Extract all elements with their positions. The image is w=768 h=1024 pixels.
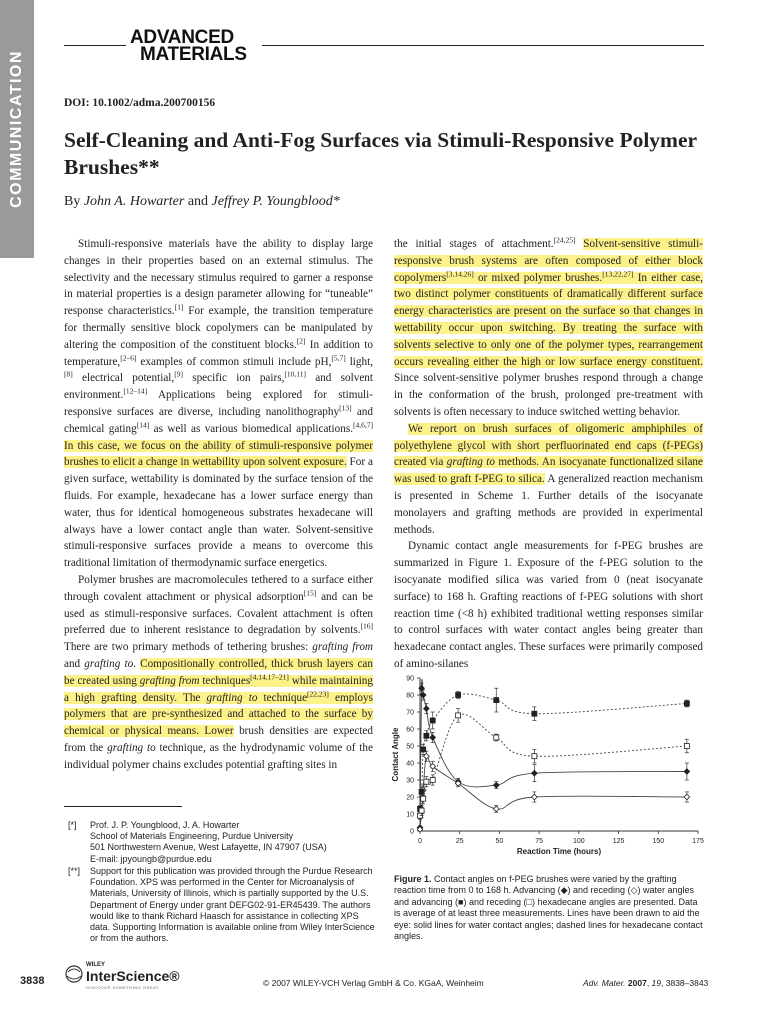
article-title: Self-Cleaning and Anti-Fog Surfaces via Stimuli-Responsive Polymer Brushes** bbox=[64, 128, 697, 179]
y-tick-label: 90 bbox=[406, 675, 414, 683]
contact-angle-chart bbox=[384, 670, 714, 870]
paragraph: Stimuli-responsive materials have the ability to display large changes in their properties based on an external stimulus. The selectivity and the necessary stimulus required to garner a response in material properties is a design parameter allowing for “tuneable” response characteristics.[1] For example, the transition temperature for thermally sensitive block copolymers can be manipulated by altering the composition of the constituent blocks.[2] In addition to temperature,[2–6] examples of common stimuli include pH,[5,7] light,[8] electrical potential,[9] specific ion pairs,[10,11] and solvent environment.[12–14] Applications being explored for stimuli-responsive surfaces are diverse, including nanolithography[13] and chemical gating[14] as well as various biomedical applications.[4,6,7] In this case, we focus on the ability of stimuli-responsive polymer brushes to elicit a change in wettability upon solvent exposure. For a given surface, wettability is dominated by the surface tension of the fluids. For example, hexadecane has a lower surface energy than water, thus for identical homogeneous substrates hexadecane will always have a lower contact angle than water. Solvent-sensitive stimuli-responsive surfaces provide a means to overcome this traditional limitation of thermodynamic surface energetics. bbox=[64, 238, 374, 570]
section-sidebar bbox=[0, 0, 34, 258]
publisher-small: WILEY bbox=[86, 962, 105, 968]
publisher-tagline: DISCOVER SOMETHING GREAT bbox=[86, 985, 159, 990]
paragraph: We report on brush surfaces of oligomeric amphiphiles of polyethylene glycol with short perfluorinated end caps (f-PEGs) created via grafting to methods. An isocyanate functionalized silane was used to graft f-PEG to silica. A generalized reaction mechanism is presented in Scheme 1. Further details of the isocyanate monolayers and grafting methods are provided in experimental methods. bbox=[394, 422, 704, 536]
y-tick-label: 0 bbox=[410, 828, 414, 836]
journal-logo bbox=[130, 29, 247, 63]
data-point bbox=[456, 713, 461, 718]
caption-text: Contact angles on f-PEG brushes were varied by the grafting reaction time from 0 to 168 h. Advancing (◆) and receding (◇) water angles and advancing (■) and receding (□) hexadecane angles are presented. Data is average of at least three measurements. Lines have been drawn to aid the eye: solid lines for water contact angles; dashed lines for hexadecane contact angles. bbox=[394, 874, 703, 942]
y-axis-label: Contact Angle bbox=[391, 727, 400, 782]
byline-by: By bbox=[64, 194, 81, 209]
data-point bbox=[684, 769, 690, 775]
data-point bbox=[532, 711, 537, 716]
y-tick-label: 50 bbox=[406, 743, 414, 751]
x-tick-label: 175 bbox=[692, 838, 704, 845]
publisher-big: InterScience® bbox=[86, 968, 180, 984]
author-2: Jeffrey P. Youngblood* bbox=[211, 194, 340, 209]
data-point bbox=[684, 701, 689, 706]
data-point bbox=[430, 718, 435, 723]
x-tick-label: 75 bbox=[535, 838, 544, 845]
footnote-text: Support for this publication was provided through the Purdue Research Foundation. XPS was performed in the Center for Microanalysis of Materials, University of Illinois, which is partially supported by the U.S. Department of Energy under grant DEFG02-91-ER45439. The authors would like to thank Richard Haasch for assistance in collecting XPS data. Supporting Information is available online from Wiley InterScience or from the authors. bbox=[90, 866, 375, 944]
section-label: COMMUNICATION bbox=[8, 50, 25, 208]
data-point bbox=[456, 693, 461, 698]
x-axis-label: Reaction Time (hours) bbox=[516, 847, 602, 856]
data-point bbox=[430, 778, 435, 783]
data-point bbox=[494, 698, 499, 703]
data-point bbox=[424, 733, 429, 738]
x-tick-label: 50 bbox=[495, 838, 504, 845]
byline-and: and bbox=[187, 194, 209, 209]
y-tick-label: 80 bbox=[406, 692, 414, 700]
wiley-globe-icon bbox=[64, 964, 84, 984]
author-1: John A. Howarter bbox=[83, 194, 185, 209]
footnote-acknowledgement bbox=[64, 866, 380, 944]
journal-reference: Adv. Mater. 2007, 19, 3838–3843 bbox=[583, 978, 709, 988]
doi: DOI: 10.1002/adma.200700156 bbox=[64, 97, 216, 109]
paragraph: Dynamic contact angle measurements for f-PEG brushes are summarized in Figure 1. Exposure of the f-PEG solution to the isocyanate modified silica was varied from 0 (neat isocyanate surface) to 168 h. Grafting reactions of f-PEG solutions with short reaction time (<8 h) exhibited traditional wetting responses similar to control surfaces with water contact angles being greater than hexadecane contact angles. These surfaces were primarily composed of amino-silanes bbox=[394, 540, 703, 670]
x-tick-label: 125 bbox=[612, 838, 625, 845]
data-point bbox=[424, 779, 429, 784]
y-tick-label: 20 bbox=[406, 794, 414, 802]
data-point bbox=[421, 747, 426, 752]
series-line-1 bbox=[420, 679, 687, 827]
x-tick-label: 0 bbox=[418, 838, 422, 845]
x-tick-label: 150 bbox=[652, 838, 665, 845]
page-number: 3838 bbox=[20, 975, 45, 987]
x-tick-label: 100 bbox=[573, 838, 585, 845]
y-tick-label: 10 bbox=[406, 811, 414, 819]
data-point bbox=[532, 794, 538, 800]
body-column-left bbox=[64, 236, 373, 774]
footnote-rule bbox=[64, 806, 182, 807]
journal-ref-year: 2007 bbox=[627, 978, 647, 988]
paragraph: Polymer brushes are macromolecules tethered to a surface either through covalent attachment or physical adsorption[15] and can be used as stimuli-responsive surfaces. Covalent attachment is often preferred due to inherent resistance to degradation by solvents.[16] There are two primary methods of tethering brushes: grafting from and grafting to. Compositionally controlled, thick brush layers can be created using grafting from techniques[4,14,17–21] while maintaining a high grafting density. The grafting to technique[22,23] employs polymers that are pre-synthesized and attached to the surface by chemical or physical means. Lower brush densities are expected from the grafting to technique, as the hydrodynamic volume of the individual polymer chains excludes potential grafting sites in bbox=[64, 573, 373, 771]
data-point bbox=[493, 782, 499, 788]
byline bbox=[64, 194, 340, 210]
data-point bbox=[532, 770, 538, 776]
body-column-right bbox=[394, 236, 703, 673]
paragraph: the initial stages of attachment.[24,25] Solvent-sensitive stimuli-responsive brush systems are often composed of either block copolymers[3,14,26] or mixed polymer brushes.[13,22,27] In either case, two distinct polymer constituents of dramatically different surface energy characteristics are present on the surface so that changes in wettability occur upon switching. By treating the surface with solvents selective to only one of the polymer types, rearrangement occurs revealing either the high or low surface energy constituent. Since solvent-sensitive polymer brushes respond through a change in the conformation of the brush, prolonged pre-treatment with solvents is often necessary to induce switched wetting behavior. bbox=[394, 235, 703, 418]
data-point bbox=[532, 754, 537, 759]
data-point bbox=[494, 735, 499, 740]
data-point bbox=[424, 706, 430, 712]
journal-ref-pages: , 3838–3843 bbox=[661, 978, 709, 988]
footnote-affiliation bbox=[64, 820, 380, 865]
data-point bbox=[684, 794, 690, 800]
data-point bbox=[430, 735, 436, 741]
data-point bbox=[421, 796, 426, 801]
journal-ref-volume: 19 bbox=[651, 978, 662, 988]
series-line-3 bbox=[420, 694, 687, 809]
y-tick-label: 70 bbox=[406, 709, 414, 717]
logo-line2: MATERIALS bbox=[140, 44, 247, 65]
series-line-2 bbox=[420, 755, 687, 829]
data-point bbox=[493, 806, 499, 812]
figure-caption bbox=[394, 874, 706, 942]
series-line-4 bbox=[420, 714, 687, 816]
footnote-marker: [**] bbox=[68, 866, 81, 876]
y-tick-label: 40 bbox=[406, 760, 414, 768]
data-point bbox=[419, 808, 424, 813]
logo-line1: ADVANCED bbox=[130, 27, 234, 48]
y-tick-label: 60 bbox=[406, 726, 414, 734]
caption-label: Figure 1. bbox=[394, 874, 432, 884]
x-tick-label: 25 bbox=[455, 838, 464, 845]
header-rule-right bbox=[262, 45, 704, 46]
footnote-text: Prof. J. P. Youngblood, J. A. Howarter School of Materials Engineering, Purdue University 501 Northwestern Avenue, West Lafayette, IN 47907 (USA) E-mail: jpyoungb@purdue.edu bbox=[90, 820, 327, 864]
data-point bbox=[684, 744, 689, 749]
journal-ref-name: Adv. Mater. bbox=[583, 978, 626, 988]
footnote-marker: [*] bbox=[68, 820, 77, 830]
y-tick-label: 30 bbox=[406, 777, 414, 785]
header-rule-left bbox=[64, 45, 126, 46]
copyright: © 2007 WILEY-VCH Verlag GmbH & Co. KGaA, Weinheim bbox=[263, 978, 484, 988]
